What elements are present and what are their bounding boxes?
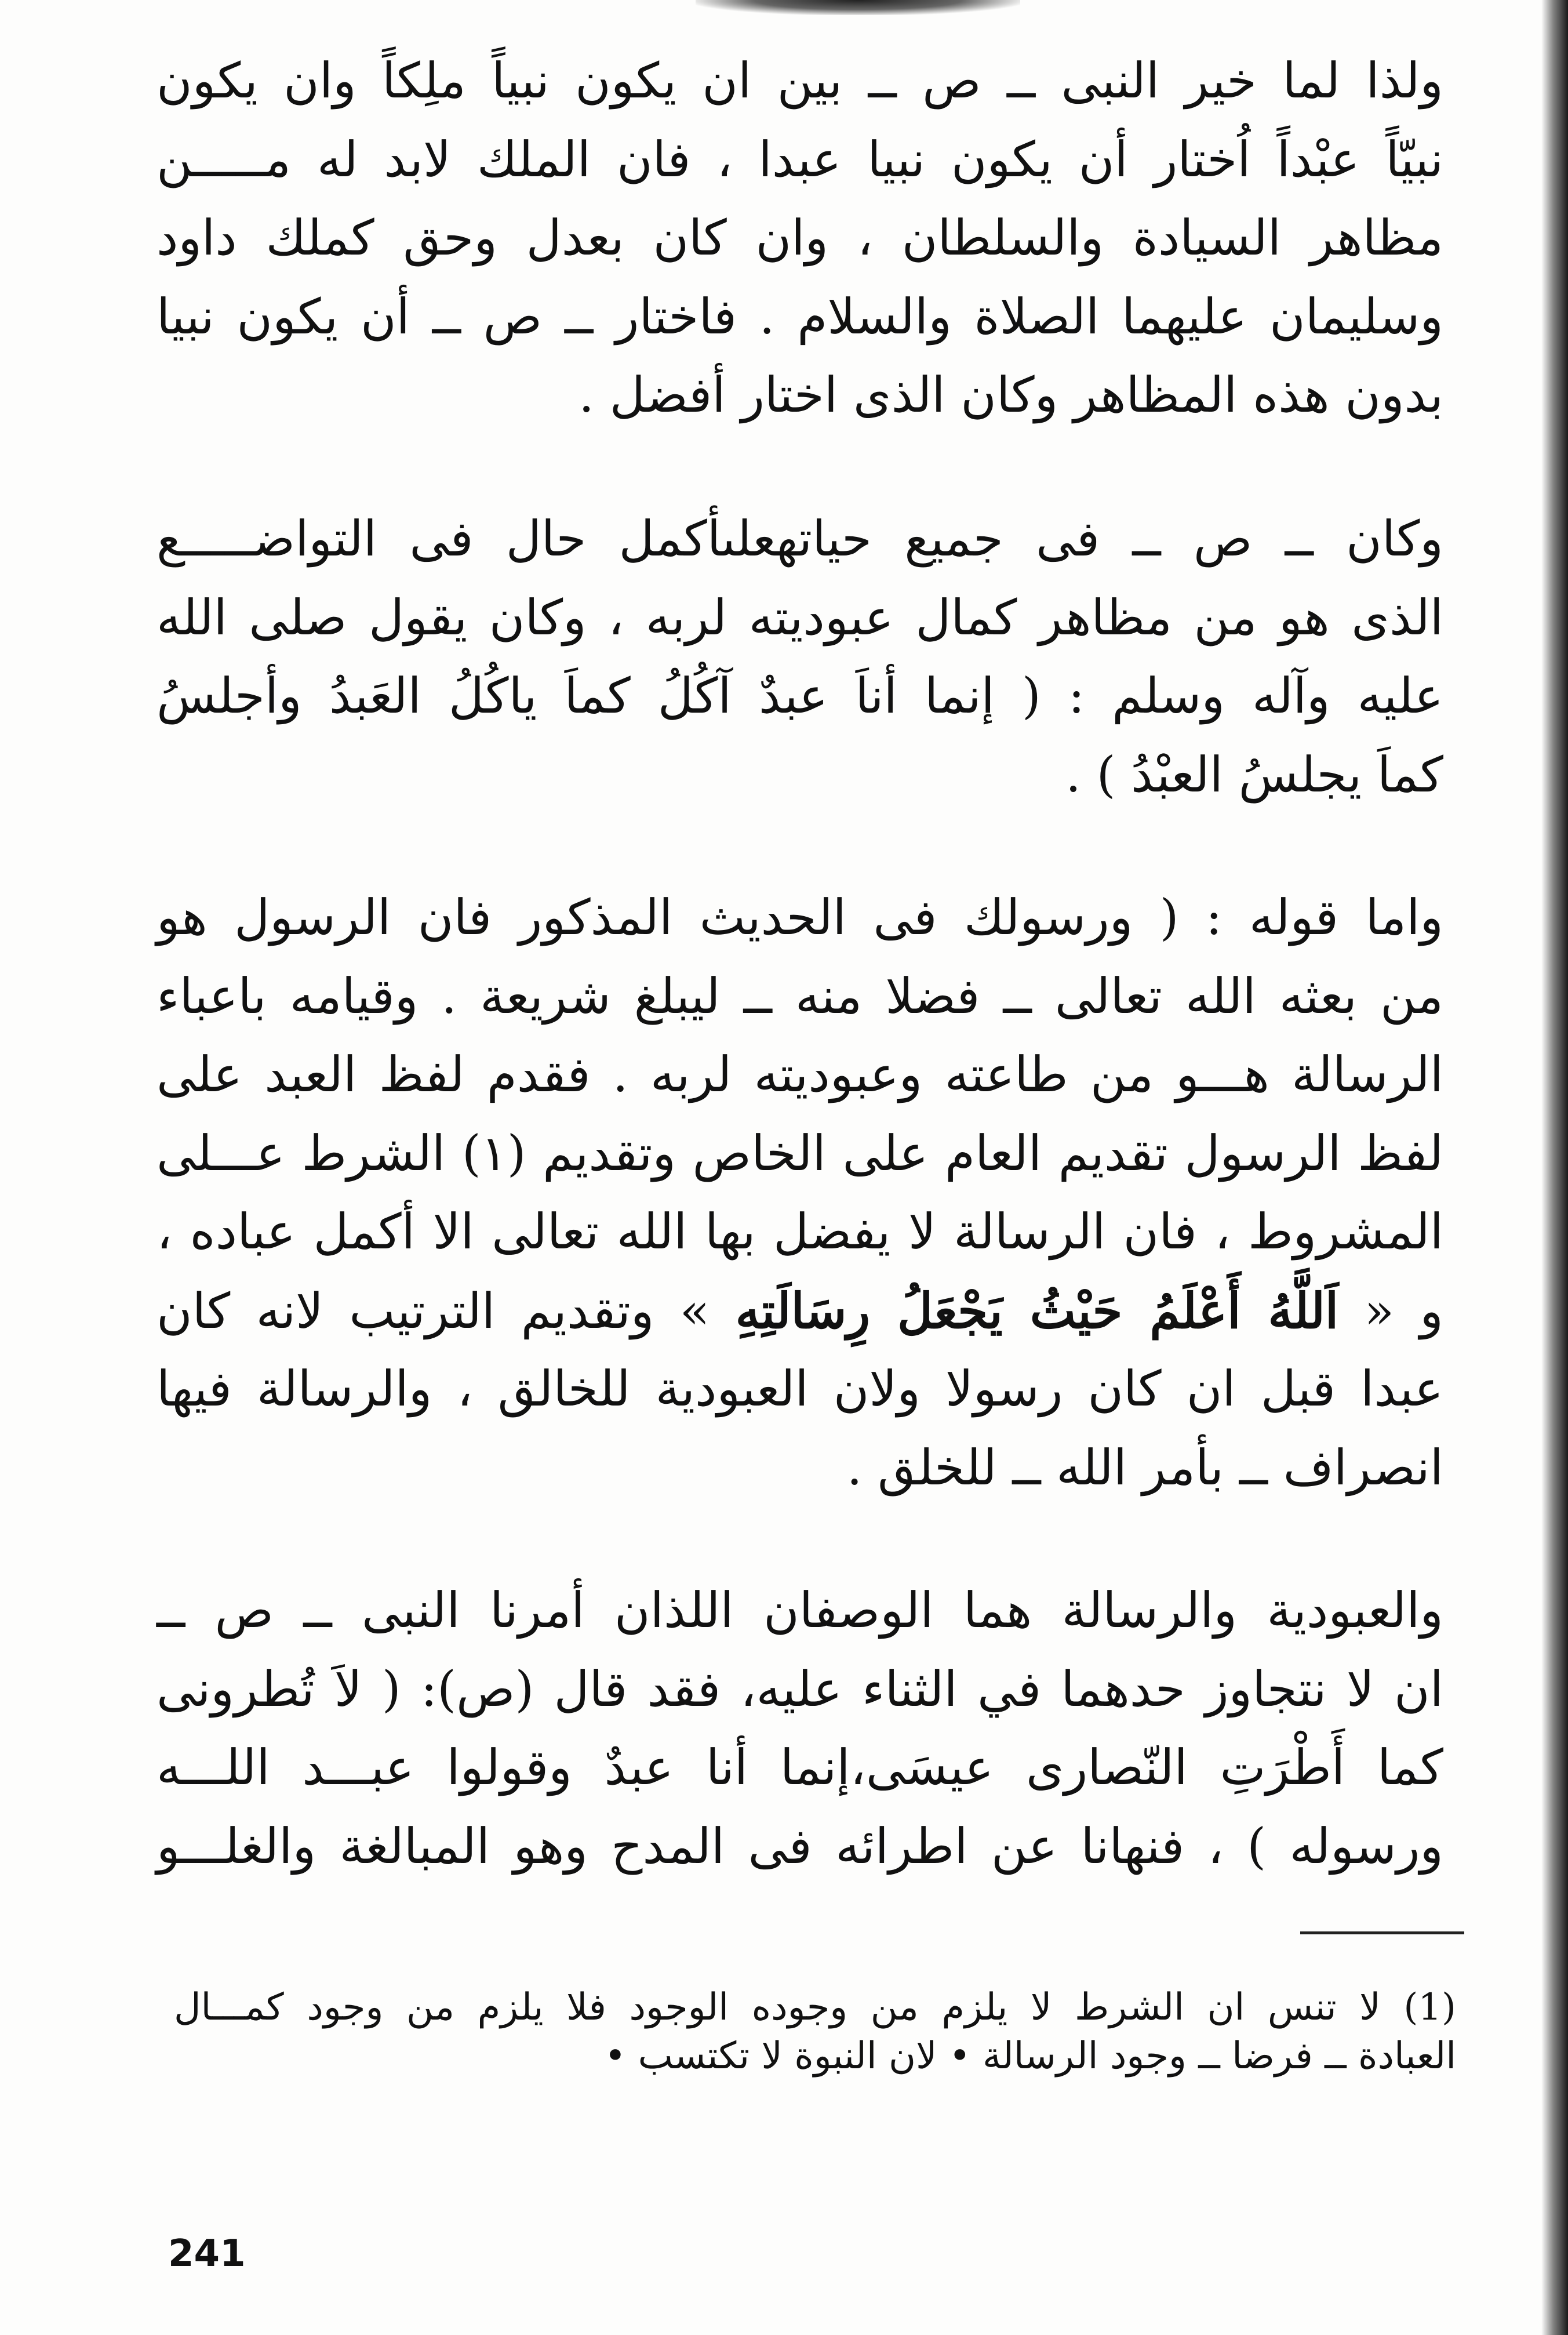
text-line: الذى هو من مظاهر كمال عبوديته لربه ، وكان يقول صلى الله xyxy=(157,589,1443,646)
footnote-divider xyxy=(1300,1931,1464,1934)
text-line: ورسوله ) ، فنهانا عن اطرائه فى المدح وهو المبالغة والغلـــو xyxy=(157,1817,1443,1875)
text-line: المشروط ، فان الرسالة لا يفضل بها الله تعالى الا أكمل عباده ، xyxy=(157,1203,1443,1260)
text-line: انصراف ــ بأمر الله ــ للخلق . xyxy=(846,1439,1443,1496)
text-line: عليه وآله وسلم : ( إنما أناَ عبدٌ آكُلُ كماَ ياكُلُ العَبدُ وأجلسُ xyxy=(157,667,1443,724)
text-line: بدون هذه المظاهر وكان الذى اختار أفضل . xyxy=(579,366,1443,423)
binding-shadow xyxy=(1541,0,1568,2335)
footnote xyxy=(174,1983,1456,2080)
scan-shadow-top xyxy=(696,0,1020,15)
text-line: وسليمان عليهما الصلاة والسلام . فاختار ــ ص ــ أن يكون نبيا xyxy=(157,288,1443,345)
text-line: عبدا قبل ان كان رسولا ولان العبودية للخالق ، والرسالة فيها xyxy=(157,1360,1443,1417)
text-line: واما قوله : ( ورسولك فى الحديث المذكور فان الرسول هو xyxy=(157,889,1443,946)
paragraph-3 xyxy=(157,878,1443,1507)
text-line: نبيّاً عبْداً اُختار أن يكون نبيا عبدا ، فان الملك لابد له مـــــن xyxy=(157,130,1443,188)
paragraph-4 xyxy=(157,1571,1443,1886)
text-line: وكان ــ ص ــ فى جميع حياتهعلىأكمل حال فى التواضـــــع xyxy=(157,510,1443,567)
paragraph-1 xyxy=(157,42,1443,435)
text-line: كماَ يجلسُ العبْدُ ) . xyxy=(1065,746,1443,803)
footnote-line: (1) لا تنس ان الشرط لا يلزم من وجوده الوجود فلا يلزم من وجود كمـــال xyxy=(174,1986,1456,2029)
quran-verse: اَللَّهُ أَعْلَمُ حَيْثُ يَجْعَلُ رِسَالَتِهِ xyxy=(735,1281,1339,1339)
text-line: ان لا نتجاوز حدهما في الثناء عليه، فقد قال (ص): ( لاَ تُطرونى xyxy=(157,1660,1443,1717)
text-line: الرسالة هـــو من طاعته وعبوديته لربه . فقدم لفظ العبد على xyxy=(157,1046,1443,1103)
quran-suffix: » وتقديم الترتيب لانه كان xyxy=(157,1282,710,1339)
text-line: ولذا لما خير النبى ــ ص ــ بين ان يكون نبياً ملِكاً وان يكون xyxy=(157,52,1443,109)
paragraph-2 xyxy=(157,500,1443,814)
quran-prefix: و « xyxy=(1364,1282,1444,1339)
quran-verse-line xyxy=(157,1272,1443,1350)
text-line: كما أَطْرَتِ النّصارى عيسَى،إنما أنا عبدٌ وقولوا عبـــد اللـــه xyxy=(157,1739,1443,1796)
page-number: 241 xyxy=(168,2232,246,2275)
text-line: مظاهر السيادة والسلطان ، وان كان بعدل وحق كملك داود xyxy=(157,209,1443,266)
text-line: والعبودية والرسالة هما الوصفان اللذان أمرنا النبى ــ ص ــ xyxy=(157,1582,1443,1639)
text-line: لفظ الرسول تقديم العام على الخاص وتقديم (١) الشرط عـــلى xyxy=(157,1124,1443,1182)
text-line: من بعثه الله تعالى ــ فضلا منه ــ ليبلغ شريعة . وقيامه باعباء xyxy=(157,967,1443,1025)
footnote-line: العبادة ــ فرضا ــ وجود الرسالة • لان النبوة لا تكتسب • xyxy=(604,2035,1456,2078)
